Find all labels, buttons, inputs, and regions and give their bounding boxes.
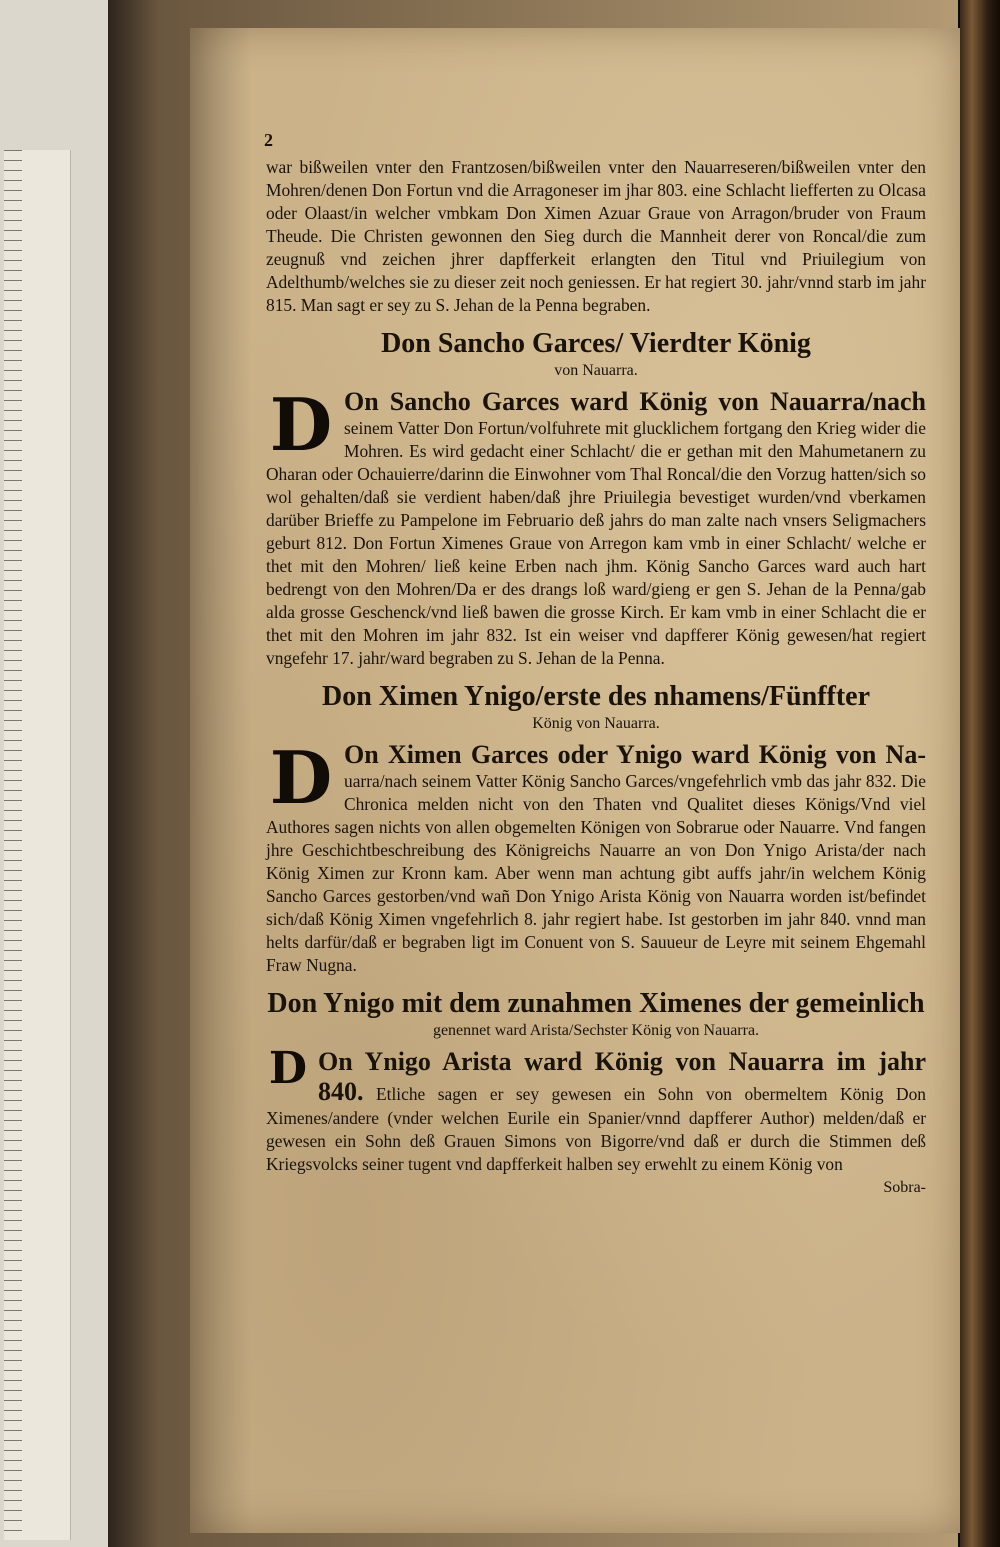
section-heading-ynigo	[266, 987, 926, 1041]
heading-subtitle: von Nauarra.	[554, 362, 638, 379]
paragraph-body: seinem Vatter Don Fortun/volfuhrete mit glucklichem fortgang den Krieg wider die Mohren. Es wird gedacht einer Schlacht/ die er gethan mit den Mahumetanern zu Oharan oder Ochauierre/darinn die Einwohner vom Thal Roncal/die den Vorzug hatten/sich so wol gehalten/daß sie verdient haben/daß jhre Priuilegia bevestiget wurden/vnd vberkamen darüber Brieffe zu Pampelone im Februario deß jahrs do man zalte nach vnsers Seligmachers geburt 812. Don Fortun Ximenes Graue von Arregon kam vmb in einer Schlacht/ welche er thet mit den Mohren/ ließ keine Erben nach jhm. König Sancho Garces ward auch hart bedrengt von den Mohren/Da er des drangs loß ward/gieng er gen S. Jehan de la Penna/gab alda grosse Geschenck/vnd ließ bawen die grosse Kirch. Er kam vmb in einer Schlacht die er thet mit den Mohren im jahr 832. Ist ein weiser vnd dapfferer König gewesen/hat regiert vngefehr 17. jahr/ward begraben zu S. Jehan de la Penna.	[266, 418, 926, 668]
section-heading-ximen	[266, 680, 926, 734]
heading-title: Don Ximen Ynigo/erste des nhamens/Fünffter	[321, 681, 871, 712]
paragraph-continuation: war bißweilen vnter den Frantzosen/bißweilen vnter den Nauarreseren/bißweilen vnter den Mohren/denen Don Fortun vnd die Arragoneser im jhar 803. eine Schlacht liefferten zu Olcasa oder Olaast/in welcher vmbkam Don Ximen Azuar Graue von Arragon/bruder von Fraum Theude. Die Christen gewonnen den Sieg durch die Mannheit derer von Roncal/die zum zeugnuß vnd zeichen jhrer dapfferkeit erlangten den Titul vnd Priuilegium von Adelthumb/welches sie zu dieser zeit noch geniessen. Er hat regiert 30. jahr/vnnd starb im jahr 815. Man sagt er sey zu S. Jehan de la Penna begraben.	[266, 157, 926, 315]
page-text	[266, 130, 926, 1198]
decorative-initial: D	[269, 735, 333, 820]
paragraph-sancho	[266, 382, 926, 670]
scan-background-left	[0, 0, 108, 1547]
catchword: Sobra-	[883, 1179, 926, 1196]
paragraph-lead: On Ynigo Arista ward König von Nauarra im jahr 840.	[318, 1047, 926, 1106]
heading-title: Don Ynigo mit dem zunahmen Ximenes der gemeinlich	[267, 988, 925, 1019]
book-edge	[960, 0, 1000, 1547]
paragraph-lead: On Sancho Garces ward König von Nauarra/nach	[344, 387, 926, 416]
paragraph-ximen	[266, 735, 926, 977]
heading-subtitle: genennet ward Arista/Sechster König von Nauarra.	[432, 1022, 760, 1039]
section-heading-sancho	[266, 327, 926, 381]
heading-title: Don Sancho Garces/ Vierdter König	[381, 328, 811, 359]
decorative-initial: D	[268, 1043, 308, 1094]
page-number: 2	[264, 130, 273, 150]
paragraph-lead: On Ximen Garces oder Ynigo ward König von Na-	[344, 740, 926, 769]
heading-subtitle: König von Nauarra.	[532, 715, 660, 732]
paragraph-ynigo	[266, 1043, 926, 1176]
measurement-ruler	[4, 150, 71, 1540]
paragraph-body: Etliche sagen er sey gewesen ein Sohn von obermeltem König Don Ximenes/andere (vnder welchen Eurile ein Spanier/vnnd dapfferer Author) melden/daß er gewesen ein Sohn deß Grauen Simons von Bigorre/vnd daß er durch die Stimmen deß Kriegsvolcks seiner tugent vnd dapfferkeit halben sey erwehlt zu einem König von	[266, 1084, 926, 1174]
paragraph-body: uarra/nach seinem Vatter König Sancho Garces/vngefehrlich vmb das jahr 832. Die Chronica melden nicht von den Thaten vnd Qualitet dieses Königs/Vnd viel Authores sagen nichts von allen obgemelten Königen von Sobrarue oder Nauarre. Vnd fangen jhre Geschichtbeschreibung des Königreichs Nauarre an von Don Ynigo Arista/der nach König Ximen zur Kronn kam. Aber wenn man achtung gibt auffs jahr/in welchem König Sancho Garces gestorben/vnd wañ Don Ynigo Arista König von Nauarra worden ist/befindet sich/daß König Ximen vngefehrlich 8. jahr regiert habe. Ist gestorben im jahr 840. vnnd man helts darfür/daß er begraben ligt im Conuent von S. Sauueur de Leyre mit seinem Ehgemahl Fraw Nugna.	[266, 771, 926, 975]
decorative-initial: D	[269, 382, 333, 467]
